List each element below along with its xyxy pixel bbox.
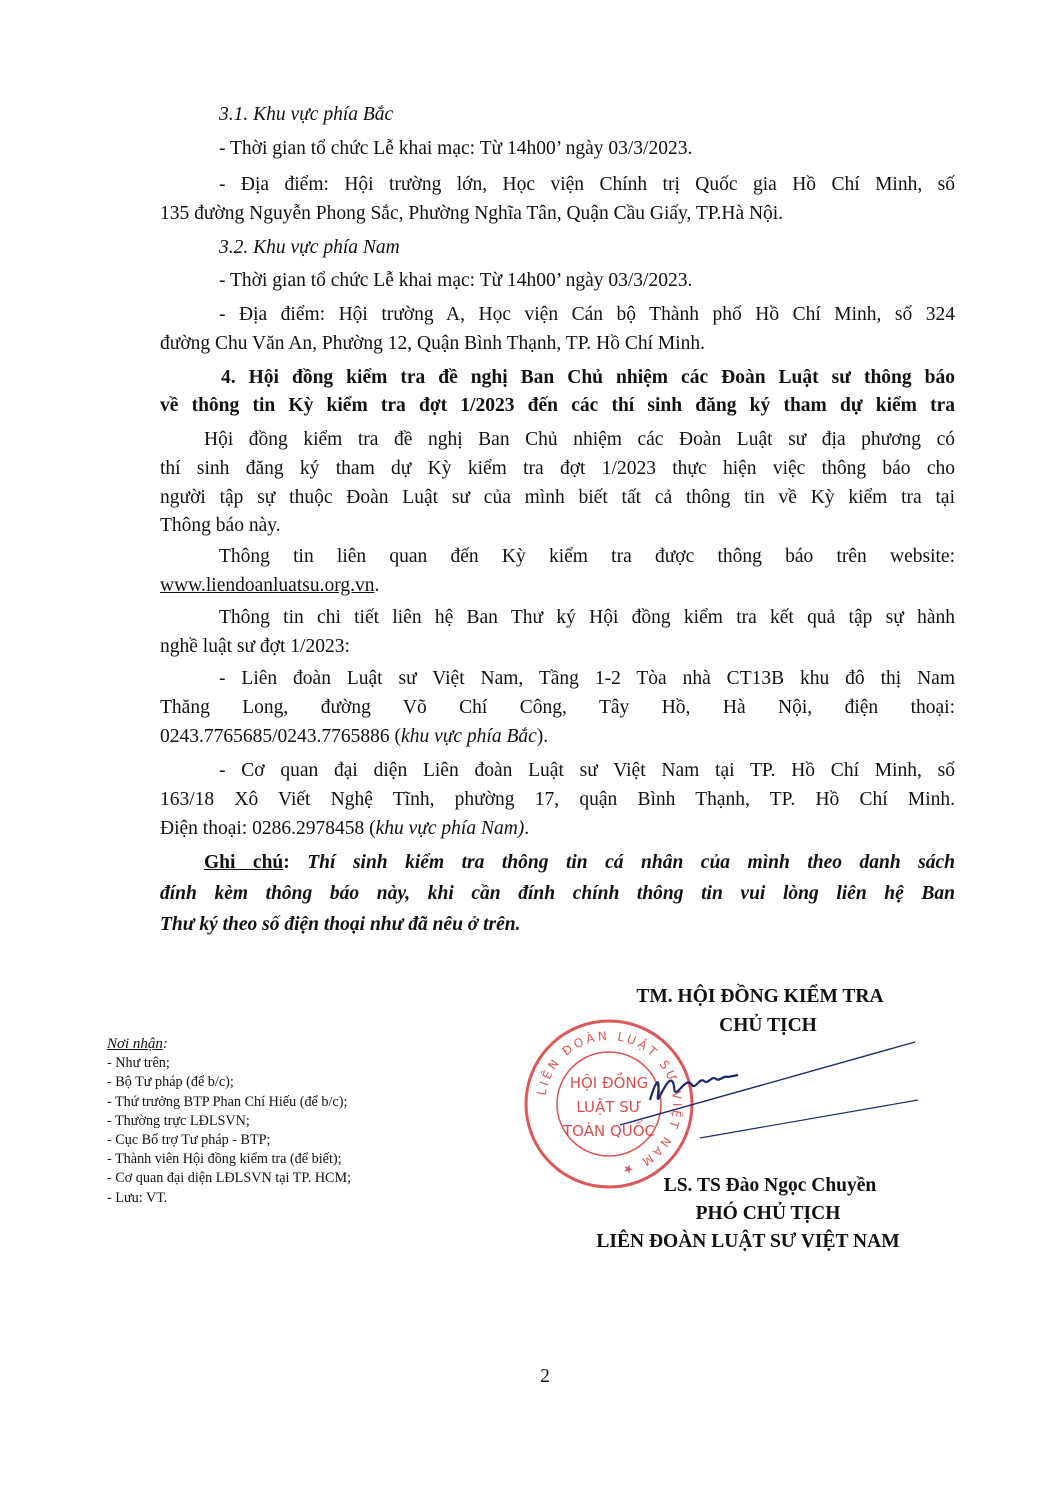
note-label: Ghi chú bbox=[204, 852, 284, 873]
para1-line3: người tập sự thuộc Đoàn Luật sư của mình biết tất cả thông tin về Kỳ kiểm tra tại bbox=[160, 487, 955, 508]
heading-3-2: 3.2. Khu vực phía Nam bbox=[219, 237, 400, 258]
north-place-line1: - Địa điểm: Hội trường lớn, Học viện Chính trị Quốc gia Hồ Chí Minh, số bbox=[219, 174, 955, 195]
recipient-item: - Thường trực LĐLSVN; bbox=[107, 1112, 250, 1129]
recipient-item: - Bộ Tư pháp (để b/c); bbox=[107, 1074, 234, 1091]
north-contact-line3 bbox=[160, 722, 955, 751]
north-region: khu vực phía Bắc bbox=[401, 726, 537, 747]
recipients-title-colon: : bbox=[162, 1036, 168, 1052]
south-contact-line2: 163/18 Xô Viết Nghệ Tĩnh, phường 17, quận Bình Thạnh, TP. Hồ Chí Minh. bbox=[160, 789, 955, 810]
website-end: . bbox=[374, 575, 380, 596]
recipient-item: - Thành viên Hội đồng kiểm tra (để biết); bbox=[107, 1151, 342, 1168]
svg-text:LUẬT SƯ: LUẬT SƯ bbox=[576, 1098, 642, 1116]
note-text-1: Thí sinh kiểm tra thông tin cá nhân của mình theo danh sách bbox=[289, 852, 955, 873]
para3-line2: nghề luật sư đợt 1/2023: bbox=[160, 636, 350, 657]
south-contact-line3 bbox=[160, 814, 955, 843]
recipients-title bbox=[107, 1035, 351, 1054]
para2-line1: Thông tin liên quan đến Kỳ kiểm tra được thông báo trên website: bbox=[219, 546, 955, 567]
note-line3: Thư ký theo số điện thoại như đã nêu ở trên. bbox=[160, 914, 521, 935]
north-time: - Thời gian tổ chức Lễ khai mạc: Từ 14h00’ ngày 03/3/2023. bbox=[219, 138, 693, 159]
recipient-item: - Cơ quan đại diện LĐLSVN tại TP. HCM; bbox=[107, 1170, 352, 1187]
note-line2: đính kèm thông báo này, khi cần đính chính thông tin vui lòng liên hệ Ban bbox=[160, 883, 955, 904]
recipients-title-text: Nơi nhận bbox=[107, 1036, 163, 1052]
svg-text:HỘI ĐỒNG: HỘI ĐỒNG bbox=[569, 1074, 649, 1092]
svg-text:LIÊN ĐOÀN LUẬT SƯ VIỆT NAM ★: LIÊN ĐOÀN LUẬT SƯ VIỆT NAM ★ bbox=[534, 1028, 685, 1179]
signature-org: TM. HỘI ĐỒNG KIỂM TRA bbox=[636, 986, 884, 1007]
recipient-item: - Lưu: VT. bbox=[107, 1189, 168, 1206]
note-colon: : bbox=[283, 852, 290, 873]
signer-name: LS. TS Đào Ngọc Chuyền bbox=[663, 1175, 877, 1196]
north-contact-line2: Thăng Long, đường Võ Chí Công, Tây Hồ, Hà Nội, điện thoại: bbox=[160, 697, 955, 718]
heading-4-line2: về thông tin Kỳ kiểm tra đợt 1/2023 đến các thí sinh đăng ký tham dự kiểm tra bbox=[160, 395, 955, 416]
north-contact-line1: - Liên đoàn Luật sư Việt Nam, Tầng 1-2 Tòa nhà CT13B khu đô thị Nam bbox=[219, 668, 955, 689]
handwritten-signature bbox=[600, 1030, 930, 1150]
svg-text:TOÀN QUỐC: TOÀN QUỐC bbox=[562, 1122, 656, 1140]
south-phone: Điện thoại: 0286.2978458 ( bbox=[160, 818, 376, 839]
south-place-line1: - Địa điểm: Hội trường A, Học viện Cán bộ Thành phố Hồ Chí Minh, số 324 bbox=[219, 304, 955, 325]
south-region: khu vực phía Nam) bbox=[375, 818, 525, 839]
north-phone: 0243.7765685/0243.7765886 ( bbox=[160, 726, 402, 747]
recipient-item: - Thứ trưởng BTP Phan Chí Hiếu (để b/c); bbox=[107, 1093, 348, 1110]
para2-line2 bbox=[160, 571, 955, 600]
south-end: . bbox=[524, 818, 530, 839]
para1-line1: Hội đồng kiểm tra đề nghị Ban Chủ nhiệm các Đoàn Luật sư địa phương có bbox=[204, 429, 955, 450]
recipients-block bbox=[107, 1035, 351, 1208]
para1-line2: thí sinh đăng ký tham dự Kỳ kiểm tra đợt 1/2023 thực hiện việc thông báo cho bbox=[160, 458, 955, 479]
para3-line1: Thông tin chi tiết liên hệ Ban Thư ký Hội đồng kiểm tra kết quả tập sự hành bbox=[219, 607, 955, 628]
south-time: - Thời gian tổ chức Lễ khai mạc: Từ 14h00’ ngày 03/3/2023. bbox=[219, 270, 693, 291]
page-number: 2 bbox=[540, 1366, 550, 1387]
south-place-line2: đường Chu Văn An, Phường 12, Quận Bình Thạnh, TP. Hồ Chí Minh. bbox=[160, 333, 706, 354]
heading-3-1: 3.1. Khu vực phía Bắc bbox=[219, 104, 394, 125]
signer-position: PHÓ CHỦ TỊCH bbox=[695, 1203, 841, 1224]
north-place-line2: 135 đường Nguyễn Phong Sắc, Phường Nghĩa Tân, Quận Cầu Giấy, TP.Hà Nội. bbox=[160, 203, 784, 224]
heading-4-line1: 4. Hội đồng kiểm tra đề nghị Ban Chủ nhiệm các Đoàn Luật sư thông báo bbox=[221, 367, 955, 388]
note-line1 bbox=[204, 848, 955, 877]
signature-role: CHỦ TỊCH bbox=[719, 1015, 817, 1036]
website-link[interactable]: www.liendoanluatsu.org.vn bbox=[160, 575, 375, 596]
north-end: ). bbox=[536, 726, 549, 747]
signer-organization: LIÊN ĐOÀN LUẬT SƯ VIỆT NAM bbox=[596, 1231, 900, 1252]
recipient-item: - Như trên; bbox=[107, 1055, 170, 1072]
south-contact-line1: - Cơ quan đại diện Liên đoàn Luật sư Việt Nam tại TP. Hồ Chí Minh, số bbox=[219, 760, 955, 781]
para1-line4: Thông báo này. bbox=[160, 515, 281, 536]
recipient-item: - Cục Bổ trợ Tư pháp - BTP; bbox=[107, 1132, 271, 1149]
